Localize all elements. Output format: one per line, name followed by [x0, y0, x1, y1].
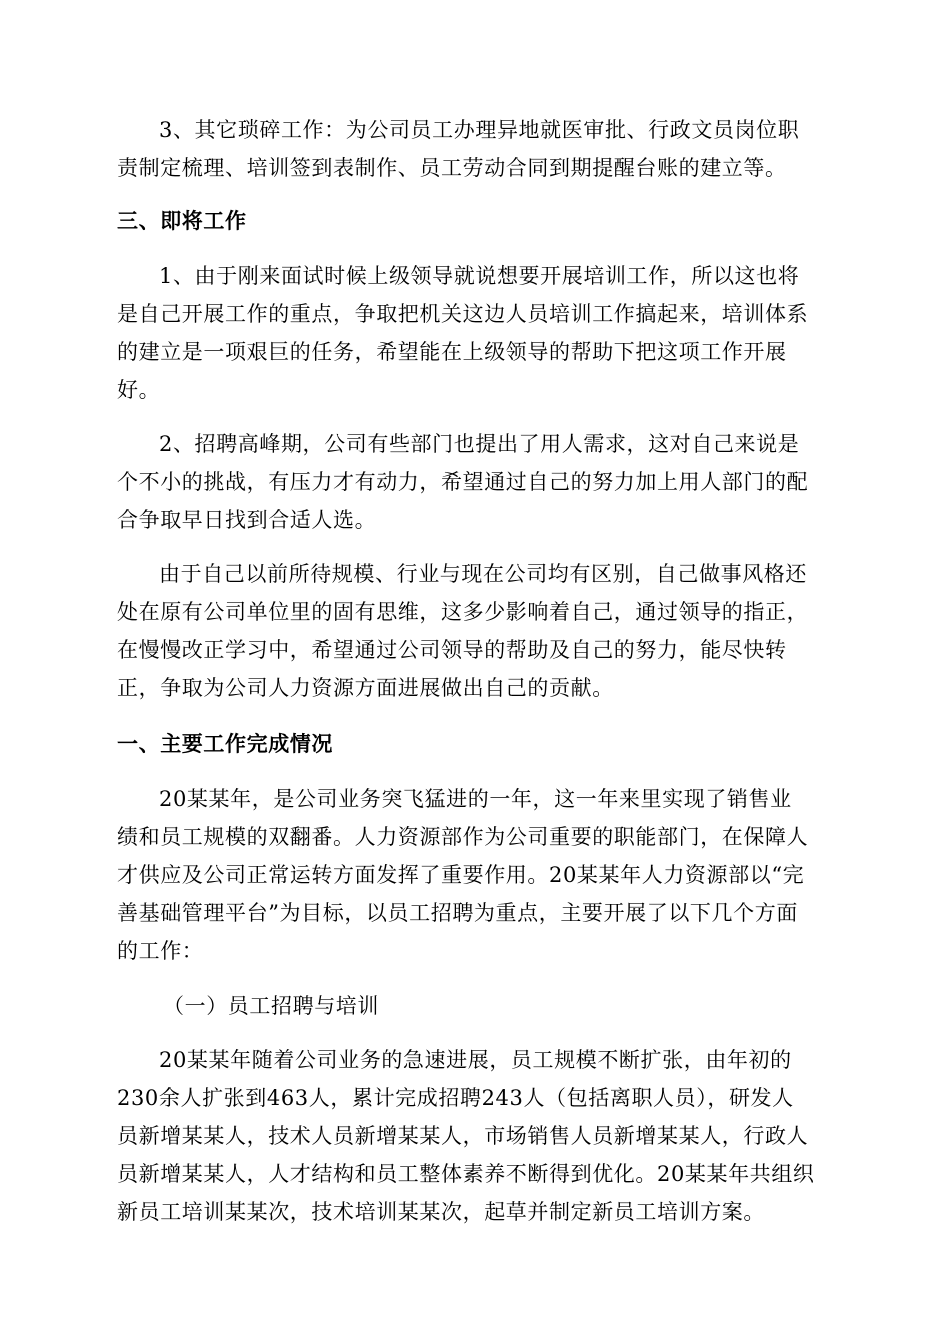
paragraph-line: 是自己开展工作的重点，争取把机关这边人员培训工作搞起来，培训体系 [117, 302, 809, 326]
paragraph-line: 3、其它琐碎工作：为公司员工办理异地就医审批、行政文员岗位职 [159, 118, 800, 142]
paragraph-line: 员新增某某人，技术人员新增某某人，市场销售人员新增某某人，行政人 [117, 1124, 809, 1148]
paragraph-line: 的建立是一项艰巨的任务，希望能在上级领导的帮助下把这项工作开展 [117, 340, 787, 364]
paragraph-line: 20某某年随着公司业务的急速进展，员工规模不断扩张，由年初的 [159, 1048, 792, 1072]
paragraph-line: 新员工培训某某次，技术培训某某次，起草并制定新员工培训方案。 [117, 1200, 765, 1224]
paragraph-line: 处在原有公司单位里的固有思维，这多少影响着自己，通过领导的指正， [117, 600, 809, 624]
paragraph-line: 230余人扩张到463人，累计完成招聘243人（包括离职人员），研发人 [117, 1086, 794, 1110]
paragraph-line: 绩和员工规模的双翻番。人力资源部作为公司重要的职能部门，在保障人 [117, 825, 809, 849]
paragraph-line: 1、由于刚来面试时候上级领导就说想要开展培训工作，所以这也将 [159, 264, 800, 288]
paragraph-line: 正，争取为公司人力资源方面进展做出自己的贡献。 [117, 676, 614, 700]
section-heading: 一、主要工作完成情况 [117, 732, 333, 756]
paragraph-line: 员新增某某人，人才结构和员工整体素养不断得到优化。20某某年共组织 [117, 1162, 815, 1186]
paragraph-line: 由于自己以前所待规模、行业与现在公司均有区别，自己做事风格还 [159, 562, 807, 586]
paragraph-line: 责制定梳理、培训签到表制作、员工劳动合同到期提醒台账的建立等。 [117, 156, 787, 180]
paragraph-line: 2、招聘高峰期，公司有些部门也提出了用人需求，这对自己来说是 [159, 432, 800, 456]
section-heading: 三、即将工作 [117, 209, 247, 233]
paragraph-line: 在慢慢改正学习中，希望通过公司领导的帮助及自己的努力，能尽快转 [117, 638, 787, 662]
paragraph-line: 的工作： [117, 939, 204, 963]
paragraph-line: 个不小的挑战，有压力才有动力，希望通过自己的努力加上用人部门的配 [117, 470, 809, 494]
paragraph-line: 好。 [117, 378, 161, 402]
subsection-heading: （一）员工招聘与培训 [163, 994, 379, 1018]
paragraph-line: 善基础管理平台”为目标，以员工招聘为重点，主要开展了以下几个方面 [117, 901, 798, 925]
paragraph-line: 才供应及公司正常运转方面发挥了重要作用。20某某年人力资源部以“完 [117, 863, 805, 887]
paragraph-line: 20某某年，是公司业务突飞猛进的一年，这一年来里实现了销售业 [159, 787, 792, 811]
paragraph-line: 合争取早日找到合适人选。 [117, 508, 377, 532]
